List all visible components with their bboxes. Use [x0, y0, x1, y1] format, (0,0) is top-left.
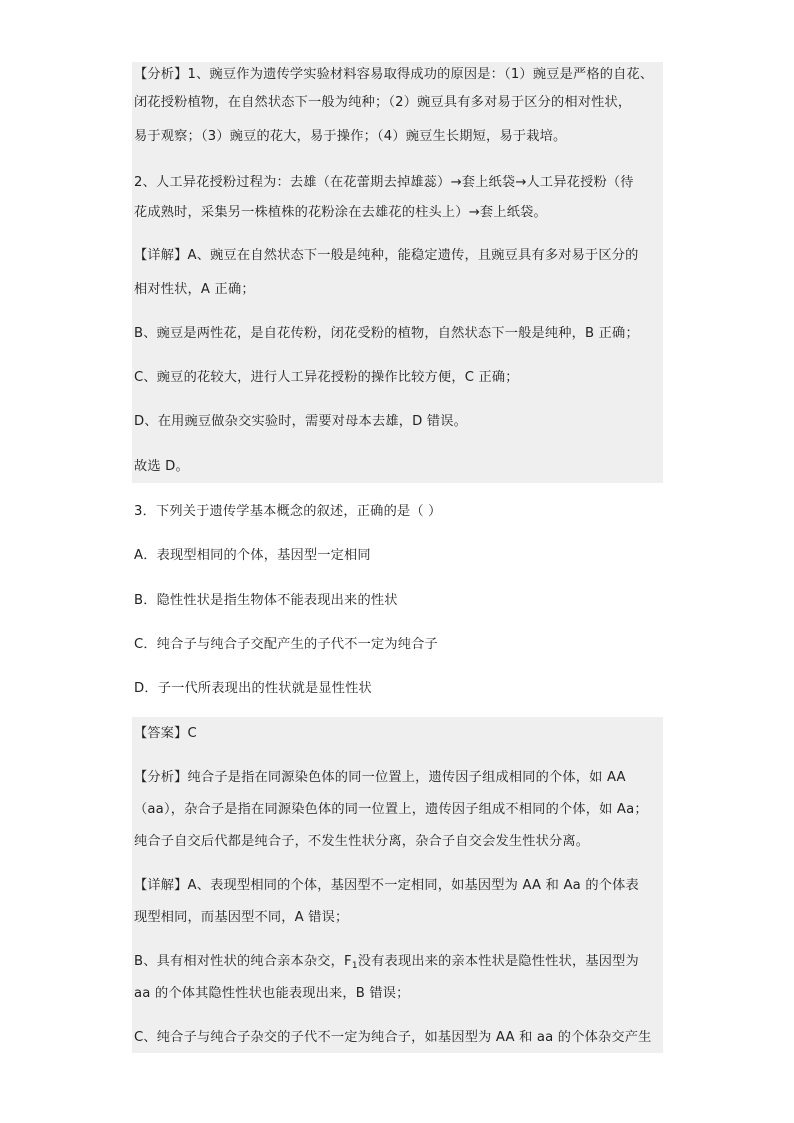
detail-line-2: 相对性状，A 正确； — [134, 282, 255, 297]
q3-detail-b-line-2: aa 的个体其隐性性状也能表现出来，B 错误； — [134, 986, 410, 1001]
q3-detail-a-line-2: 现型相同，而基因型不同，A 错误； — [134, 910, 349, 925]
analysis-line-2: 闭花授粉植物，在自然状态下一般为纯种；（2）豌豆具有多对易于区分的相对性状， — [134, 95, 632, 110]
analysis-line-3: 易于观察；（3）豌豆的花大，易于操作；（4）豌豆生长期短，易于栽培。 — [134, 129, 567, 144]
q3-detail-c-line-1: C、纯合子与纯合子杂交的子代不一定为纯合子，如基因型为 AA 和 aa 的个体杂交产生 — [134, 1030, 652, 1045]
q3-detail-b-post: 没有表现出来的亲本性状是隐性性状，基因型为 — [357, 954, 639, 969]
analysis-line-1: 【分析】1、豌豆作为遗传学实验材料容易取得成功的原因是：（1）豌豆是严格的自花、 — [134, 67, 654, 82]
q3-detail-b-pre: B、具有相对性状的纯合亲本杂交，F — [134, 954, 352, 969]
question-3-stem: 3．下列关于遗传学基本概念的叙述，正确的是（ ） — [134, 504, 442, 519]
q3-detail-b-line-1 — [134, 952, 639, 976]
analysis-line-4: 2、人工异花授粉过程为：去雄（在花蕾期去掉雄蕊）→套上纸袋→人工异花授粉（待 — [134, 175, 634, 190]
q3-analysis-line-2: （aa），杂合子是指在同源染色体的同一位置上，遗传因子组成不相同的个体，如 Aa； — [134, 802, 648, 817]
detail-line-c: C、豌豆的花较大，进行人工异花授粉的操作比较方便，C 正确； — [134, 370, 519, 385]
question-3-option-c: C．纯合子与纯合子交配产生的子代不一定为纯合子 — [134, 637, 438, 652]
detail-line-b: B、豌豆是两性花，是自花传粉，闭花受粉的植物，自然状态下一般是纯种，B 正确； — [134, 326, 639, 341]
analysis-line-5: 花成熟时，采集另一株植株的花粉涂在去雄花的柱头上）→套上纸袋。 — [134, 205, 547, 220]
detail-line-1: 【详解】A、豌豆在自然状态下一般是纯种，能稳定遗传，且豌豆具有多对易于区分的 — [134, 248, 639, 263]
f1-subscript: 1 — [351, 961, 358, 971]
answer-line: 【答案】C — [134, 726, 197, 741]
q3-analysis-line-3: 纯合子自交后代都是纯合子，不发生性状分离，杂合子自交会发生性状分离。 — [134, 834, 590, 849]
question-3-option-d: D．子一代所表现出的性状就是显性性状 — [134, 681, 372, 696]
conclusion-line: 故选 D。 — [134, 459, 189, 474]
question-3-option-b: B．隐性性状是指生物体不能表现出来的性状 — [134, 593, 398, 608]
question-3-option-a: A．表现型相同的个体，基因型一定相同 — [134, 548, 371, 563]
q3-detail-a-line-1: 【详解】A、表现型相同的个体，基因型不一定相同，如基因型为 AA 和 Aa 的个体表 — [134, 878, 639, 893]
q3-analysis-line-1: 【分析】纯合子是指在同源染色体的同一位置上，遗传因子组成相同的个体，如 AA — [134, 770, 626, 785]
detail-line-d: D、在用豌豆做杂交实验时，需要对母本去雄，D 错误。 — [134, 414, 468, 429]
